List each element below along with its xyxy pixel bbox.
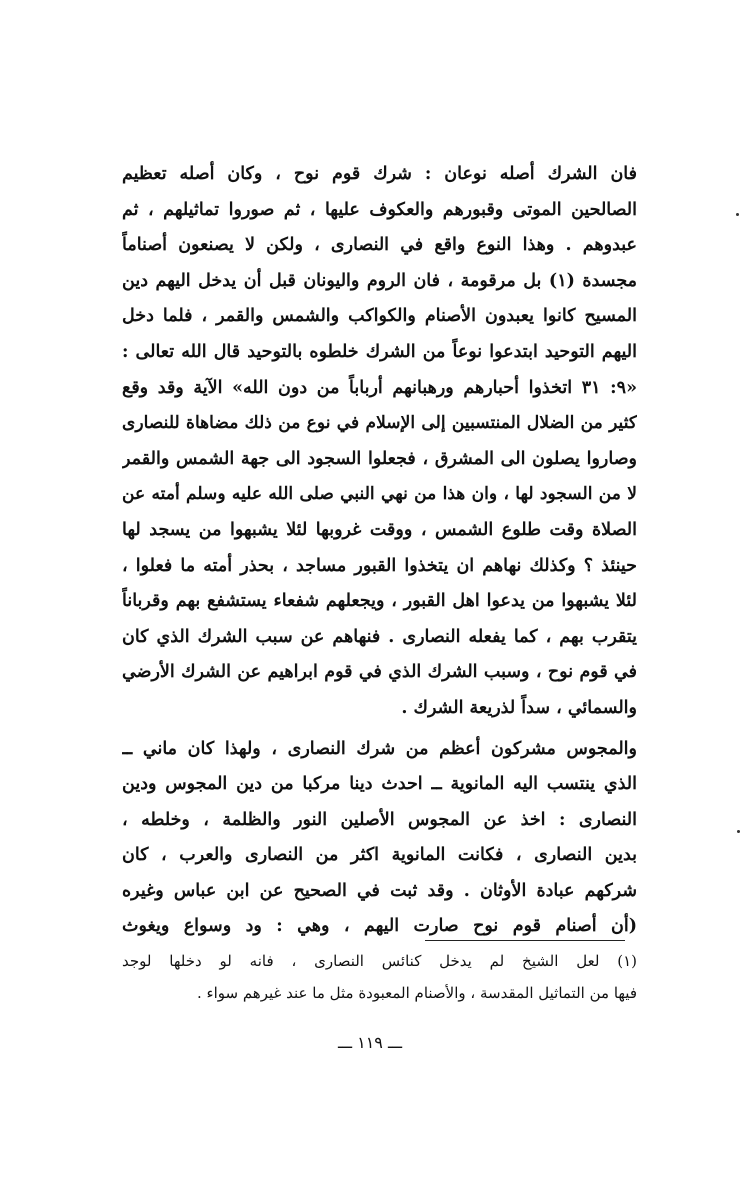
footnote [122, 945, 637, 1009]
text-line: الصالحين الموتى وقبورهم والعكوف عليها ، ثم صوروا تماثيلهم ، ثم [122, 199, 637, 220]
text-line: «٩: ٣١ اتخذوا أحبارهم ورهبانهم أرباباً من دون الله» الآية وقد وقع [122, 377, 637, 398]
text-line: المسيح كانوا يعبدون الأصنام والكواكب والشمس والقمر ، فلما دخل [122, 306, 637, 327]
text-line: حينئذ ؟ وكذلك نهاهم ان يتخذوا القبور مساجد ، بحذر أمته ما فعلوا ، [122, 555, 637, 576]
text-line: والمجوس مشركون أعظم من شرك النصارى ، ولهذا كان ماني ــ [122, 738, 637, 759]
text-line: عبدوهم . وهذا النوع واقع في النصارى ، ولكن لا يصنعون أصناماً [122, 235, 637, 256]
text-line: الصلاة وقت طلوع الشمس ، ووقت غروبها لئلا يشبهوا من يسجد لها [122, 519, 637, 540]
text-line: الذي ينتسب اليه المانوية ــ احدث دينا مركبا من دين المجوس ودين [122, 774, 637, 795]
text-line: والسمائي ، سداً لذريعة الشرك . [401, 697, 637, 718]
text-line: فان الشرك أصله نوعان : شرك قوم نوح ، وكان أصله تعظيم [122, 164, 637, 184]
scan-speck [736, 213, 739, 216]
main-text [122, 157, 637, 945]
text-line: وصاروا يصلون الى المشرق ، فجعلوا السجود الى جهة الشمس والقمر [122, 448, 637, 469]
scan-speck [737, 830, 740, 833]
text-line: (أن أصنام قوم نوح صارت اليهم ، وهي : ود وسواع ويغوث [122, 916, 637, 937]
text-line: كثير من الضلال المنتسبين إلى الإسلام في نوع من ذلك مضاهاة للنصارى [122, 413, 637, 434]
text-line: يتقرب بهم ، كما يفعله النصارى . فنهاهم عن سبب الشرك الذي كان [122, 626, 637, 647]
text-line: النصارى : اخذ عن المجوس الأصلين النور والظلمة ، وخلطه ، [122, 809, 637, 830]
paragraph-1 [122, 157, 637, 727]
footnote-divider [425, 940, 625, 941]
text-line: في قوم نوح ، وسبب الشرك الذي في قوم ابراهيم عن الشرك الأرضي [122, 662, 637, 683]
footnote-line: فيها من التماثيل المقدسة ، والأصنام المعبودة مثل ما عند غيرهم سواء . [196, 984, 637, 1002]
paragraph-2 [122, 732, 637, 946]
text-line: اليهم التوحيد ابتدعوا نوعاً من الشرك خلطوه بالتوحيد قال الله تعالى : [122, 341, 637, 362]
text-line: شركهم عبادة الأوثان . وقد ثبت في الصحيح عن ابن عباس وغيره [122, 880, 637, 901]
page-number: ـــ ١١٩ ـــ [337, 1033, 403, 1052]
footnote-line: (١) لعل الشيخ لم يدخل كنائس النصارى ، فانه لو دخلها لوجد [122, 952, 637, 970]
text-line: بدين النصارى ، فكانت المانوية اكثر من النصارى والعرب ، كان [122, 845, 637, 866]
text-line: مجسدة (١) بل مرقومة ، فان الروم واليونان قبل أن يدخل اليهم دين [122, 270, 637, 291]
text-line: لا من السجود لها ، وان هذا من نهي النبي صلى الله عليه وسلم أمته عن [122, 484, 637, 505]
text-line: لئلا يشبهوا من يدعوا اهل القبور ، ويجعلهم شفعاء يستشفع بهم وقرباناً [122, 591, 637, 612]
